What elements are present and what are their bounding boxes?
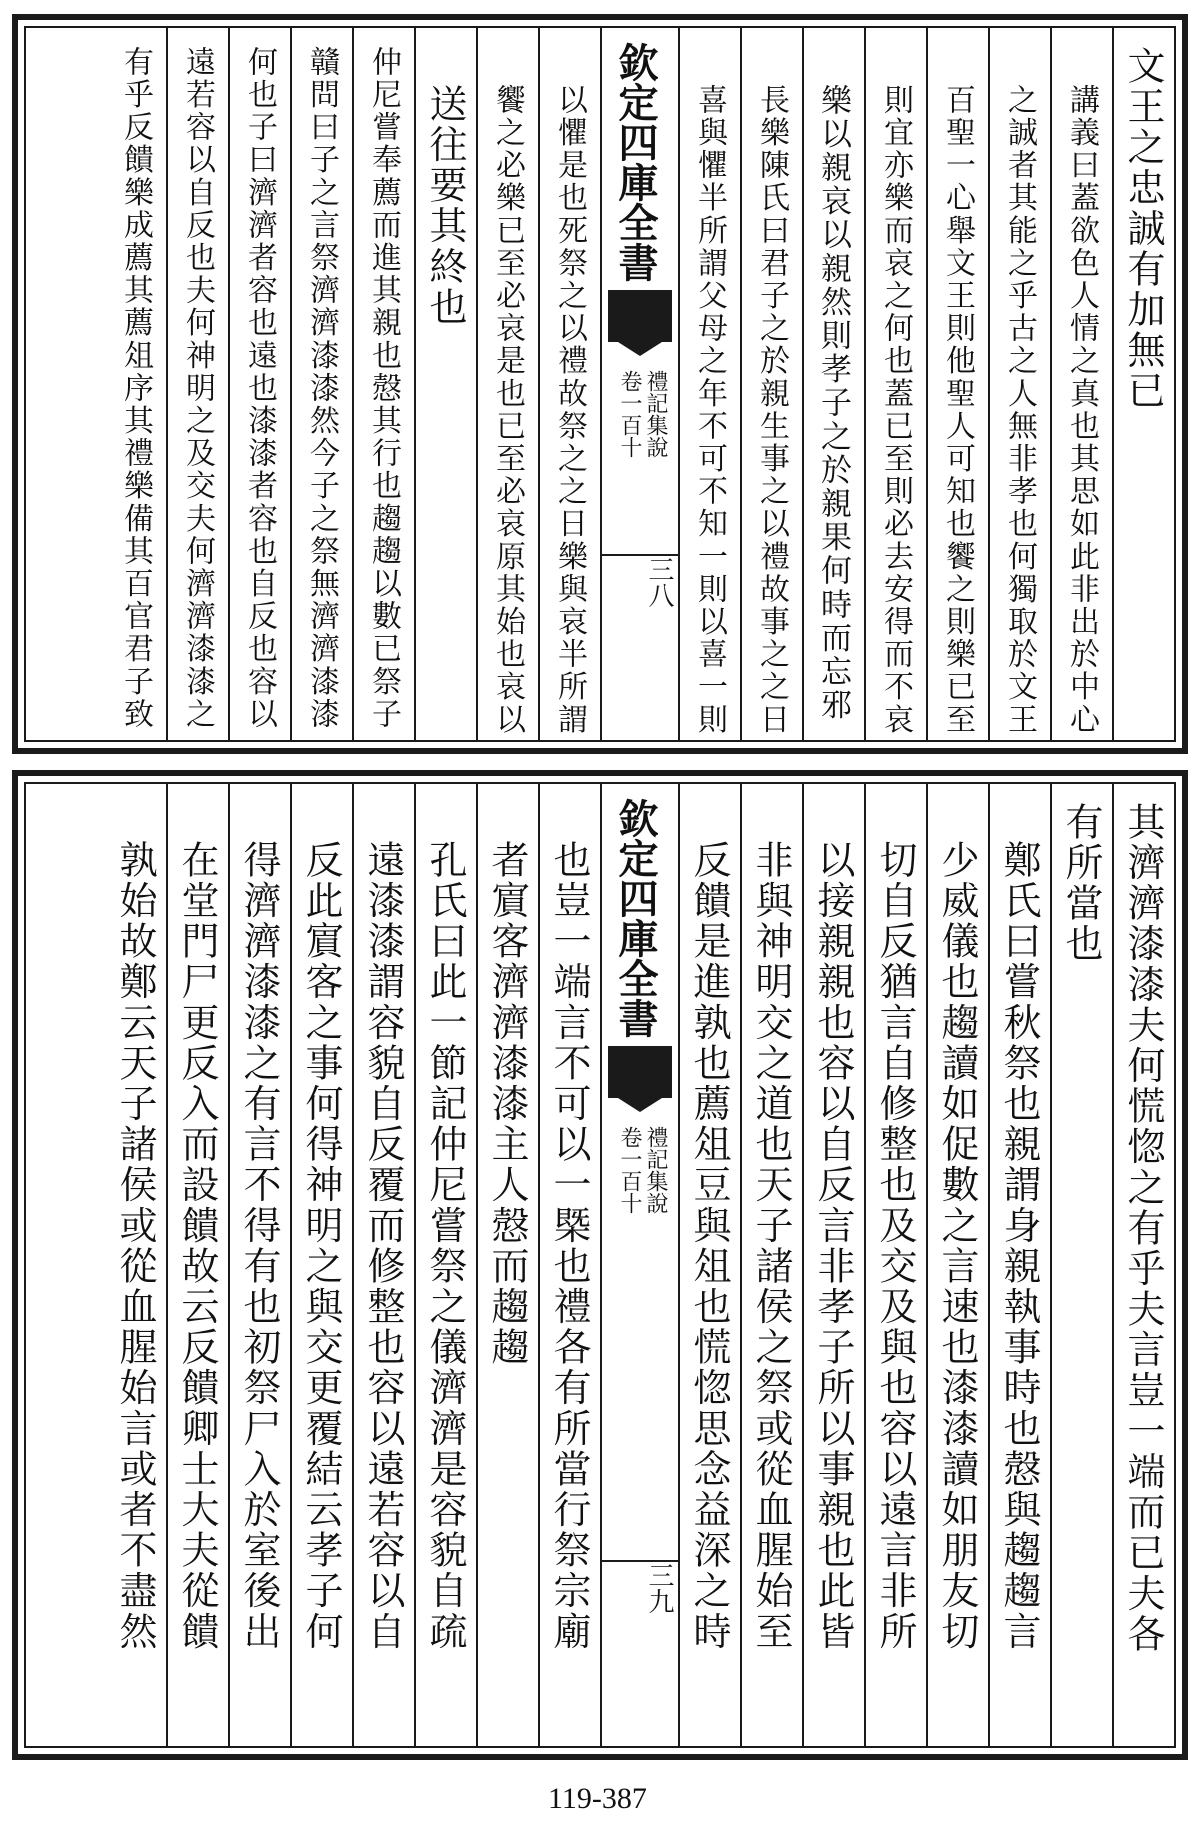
column-text: 遠若容以自反也夫何神明之及交夫何濟濟漆漆之 <box>180 46 215 731</box>
series-title: 欽定四庫全書 <box>612 42 659 282</box>
column-text: 鄭氏曰嘗秋祭也親謂身親執事時也慤與趨趨言 <box>997 840 1041 1652</box>
column-text: 樂以親哀以親然則孝子之於親果何時而忘邪 <box>815 84 851 723</box>
fishtail-mark <box>608 290 672 342</box>
column-text: 贛問曰子之言祭濟濟漆漆然今子之祭無濟濟漆漆 <box>304 46 339 731</box>
column-text: 百聖一心舉文王則他聖人可知也饗之則樂已至 <box>940 84 975 736</box>
folio-number: 三九 <box>602 1560 678 1614</box>
page-footer-number: 119-387 <box>548 1782 647 1815</box>
text-column <box>864 784 926 1746</box>
column-text: 以懼是也死祭之以禮故祭之之日樂與哀半所謂 <box>552 84 587 736</box>
text-column <box>290 784 352 1746</box>
text-column <box>926 28 988 740</box>
column-text: 遠漆漆謂容貌自反覆而修整也容以遠若容以自 <box>361 840 405 1652</box>
column-text: 文王之忠誠有加無已 <box>1121 46 1165 412</box>
book-title: 禮記集說 <box>643 370 668 458</box>
column-text: 講義曰蓋欲色人情之真也其思如此非出於中心 <box>1064 84 1099 736</box>
column-text: 以接親親也容以自反言非孝子所以事親也此皆 <box>811 840 855 1652</box>
text-column <box>104 784 166 1746</box>
volume-number: 卷一百十 <box>617 1126 642 1214</box>
text-column <box>802 28 864 740</box>
column-text: 也豈一端言不可以一槩也禮各有所當行祭宗廟 <box>547 840 591 1652</box>
column-text: 得濟濟漆漆之有言不得有也初祭尸入於室後出 <box>237 840 281 1652</box>
text-column <box>864 28 926 740</box>
text-column <box>988 28 1050 740</box>
text-column <box>802 784 864 1746</box>
text-column <box>166 784 228 1746</box>
text-column <box>166 28 228 740</box>
text-column <box>538 28 600 740</box>
text-column <box>1050 784 1112 1746</box>
text-column <box>1112 784 1174 1746</box>
text-column <box>414 784 476 1746</box>
top-page-columns <box>24 26 1176 742</box>
text-column <box>988 784 1050 1746</box>
text-column <box>678 784 740 1746</box>
text-column <box>1112 28 1174 740</box>
column-text: 饗之必樂已至必哀是也已至必哀原其始也哀以 <box>490 84 525 736</box>
series-title: 欽定四庫全書 <box>612 798 659 1038</box>
column-text: 在堂門尸更反入而設饋故云反饋卿士大夫從饋 <box>175 840 219 1652</box>
column-text: 少威儀也趨讀如促數之言速也漆漆讀如朋友切 <box>935 840 979 1652</box>
text-column <box>290 28 352 740</box>
volume-number: 卷一百十 <box>617 370 642 458</box>
column-text: 何也子曰濟濟者容也遠也漆漆者容也自反也容以 <box>242 46 277 731</box>
column-text: 有所當也 <box>1059 802 1103 965</box>
text-column <box>476 784 538 1746</box>
column-text: 仲尼嘗奉薦而進其親也慤其行也趨趨以數已祭子 <box>366 46 401 731</box>
text-column <box>228 28 290 740</box>
book-title: 禮記集說 <box>643 1126 668 1214</box>
text-column <box>740 784 802 1746</box>
top-page-frame <box>12 14 1188 754</box>
centre-fold-column <box>600 28 678 740</box>
column-text: 孔氏曰此一節記仲尼嘗祭之儀濟濟是容貌自疏 <box>423 840 467 1652</box>
text-column <box>678 28 740 740</box>
column-text: 切自反猶言自修整也及交及與也容以遠言非所 <box>873 840 917 1652</box>
text-column <box>352 784 414 1746</box>
centre-fold-column <box>600 784 678 1746</box>
column-text: 有乎反饋樂成薦其薦俎序其禮樂備其百官君子致 <box>118 46 153 731</box>
text-column <box>1050 28 1112 740</box>
bottom-page-frame <box>12 770 1188 1760</box>
column-text: 其濟濟漆漆夫何慌惚之有乎夫言豈一端而已夫各 <box>1121 802 1165 1655</box>
column-text: 非與神明交之道也天子諸侯之祭或從血腥始至 <box>749 840 793 1652</box>
text-column <box>926 784 988 1746</box>
column-text: 則宜亦樂而哀之何也蓋已至則必去安得而不哀 <box>878 84 913 736</box>
text-column <box>228 784 290 1746</box>
column-text: 者賔客濟濟漆漆主人慤而趨趨 <box>485 840 529 1368</box>
text-column <box>740 28 802 740</box>
column-text: 反饋是進孰也薦俎豆與俎也慌惚思念益深之時 <box>687 840 731 1652</box>
column-text: 送往要其終也 <box>423 84 467 328</box>
fishtail-mark <box>608 1046 672 1098</box>
text-column <box>476 28 538 740</box>
column-text: 喜與懼半所謂父母之年不可不知一則以喜一則 <box>692 84 727 736</box>
column-text: 孰始故鄭云天子諸侯或從血腥始言或者不盡然 <box>113 840 157 1652</box>
text-column <box>414 28 476 740</box>
text-column <box>352 28 414 740</box>
text-column <box>538 784 600 1746</box>
column-text: 之誠者其能之乎古之人無非孝也何獨取於文王 <box>1002 84 1037 736</box>
folio-number: 三八 <box>602 554 678 608</box>
text-column <box>104 28 166 740</box>
column-text: 長樂陳氏曰君子之於親生事之以禮故事之之日 <box>754 84 789 736</box>
column-text: 反此賔客之事何得神明之與交更覆結云孝子何 <box>299 840 343 1652</box>
bottom-page-columns <box>24 782 1176 1748</box>
